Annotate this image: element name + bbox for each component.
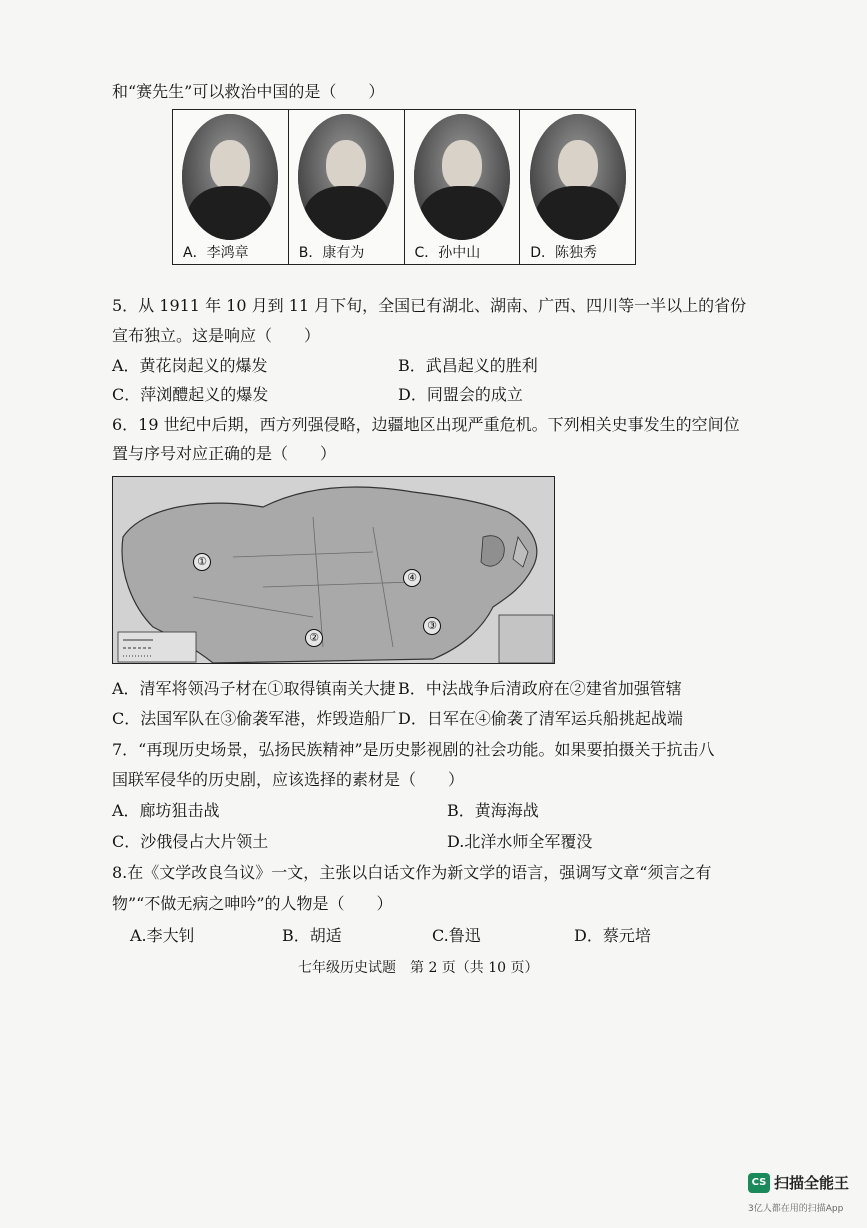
option-d-label: D．陈独秀 — [530, 245, 598, 261]
q4-stem-tail: 和“赛先生”可以救治中国的是（ ） — [112, 82, 385, 101]
q7-option-a: A．廊坊狙击战 — [112, 801, 220, 820]
portrait-option-b — [289, 110, 405, 264]
portrait-kang-youwei — [298, 114, 394, 240]
map-marker-3: ③ — [423, 617, 441, 635]
q6-option-b: B．中法战争后清政府在②建省加强管辖 — [398, 679, 682, 698]
map-marker-2: ② — [305, 629, 323, 647]
option-b-label: B．康有为 — [298, 245, 365, 261]
q8-option-c: C.鲁迅 — [432, 926, 481, 945]
q8-option-a: A.李大钊 — [130, 926, 195, 945]
q5-option-c: C．萍浏醴起义的爆发 — [112, 385, 269, 404]
camscanner-icon: CS — [748, 1173, 770, 1193]
q7-option-c: C．沙俄侵占大片领土 — [112, 832, 269, 851]
portrait-option-a — [173, 110, 289, 264]
q7-option-b: B．黄海海战 — [447, 801, 539, 820]
map-drawing — [113, 477, 555, 664]
q5-option-d: D．同盟会的成立 — [398, 385, 523, 404]
q6-option-d: D．日军在④偷袭了清军运兵船挑起战端 — [398, 709, 683, 728]
q7-stem-line1: 7．“再现历史场景，弘扬民族精神”是历史影视剧的社会功能。如果要拍摄关于抗击八 — [112, 740, 715, 759]
map-marker-4: ④ — [403, 569, 421, 587]
q7-stem-line2: 国联军侵华的历史剧，应该选择的素材是（ ） — [112, 770, 465, 789]
q5-option-a: A．黄花岗起义的爆发 — [112, 356, 268, 375]
q8-stem-line1: 8.在《文学改良刍议》一文，主张以白话文作为新文学的语言，强调写文章“须言之有 — [112, 863, 712, 882]
portrait-li-hongzhang — [182, 114, 278, 240]
page-footer: 七年级历史试题 第 2 页（共 10 页） — [298, 960, 539, 976]
q5-stem-line2: 宣布独立。这是响应（ ） — [112, 326, 321, 345]
option-c-label: C．孙中山 — [414, 245, 481, 261]
map-marker-1: ① — [193, 553, 211, 571]
q6-option-a: A．清军将领冯子材在①取得镇南关大捷 — [112, 679, 396, 698]
q6-stem-line2: 置与序号对应正确的是（ ） — [112, 444, 337, 463]
q4-portrait-table — [172, 109, 636, 265]
q8-option-b: B．胡适 — [282, 926, 342, 945]
option-a-label: A．李鸿章 — [183, 245, 249, 261]
watermark-name: 扫描全能王 — [774, 1174, 850, 1192]
q6-stem-line1: 6．19 世纪中后期，西方列强侵略，边疆地区出现严重危机。下列相关史事发生的空间位 — [112, 415, 740, 434]
portrait-option-d — [520, 110, 635, 264]
qing-map — [112, 476, 555, 664]
q5-option-b: B．武昌起义的胜利 — [398, 356, 538, 375]
q7-option-d: D.北洋水师全军覆没 — [447, 832, 593, 851]
portrait-option-c — [405, 110, 521, 264]
q8-stem-line2: 物”“不做无病之呻吟”的人物是（ ） — [112, 894, 393, 913]
q8-option-d: D．蔡元培 — [574, 926, 651, 945]
scanner-watermark — [748, 1172, 849, 1193]
q6-option-c: C．法国军队在③偷袭军港，炸毁造船厂 — [112, 709, 397, 728]
portrait-sun-zhongshan — [414, 114, 510, 240]
q5-stem-line1: 5．从 1911 年 10 月到 11 月下旬，全国已有湖北、湖南、广西、四川等一半以上的省份 — [112, 296, 747, 315]
portrait-chen-duxiu — [530, 114, 626, 240]
watermark-subtitle: 3亿人都在用的扫描App — [748, 1204, 844, 1214]
